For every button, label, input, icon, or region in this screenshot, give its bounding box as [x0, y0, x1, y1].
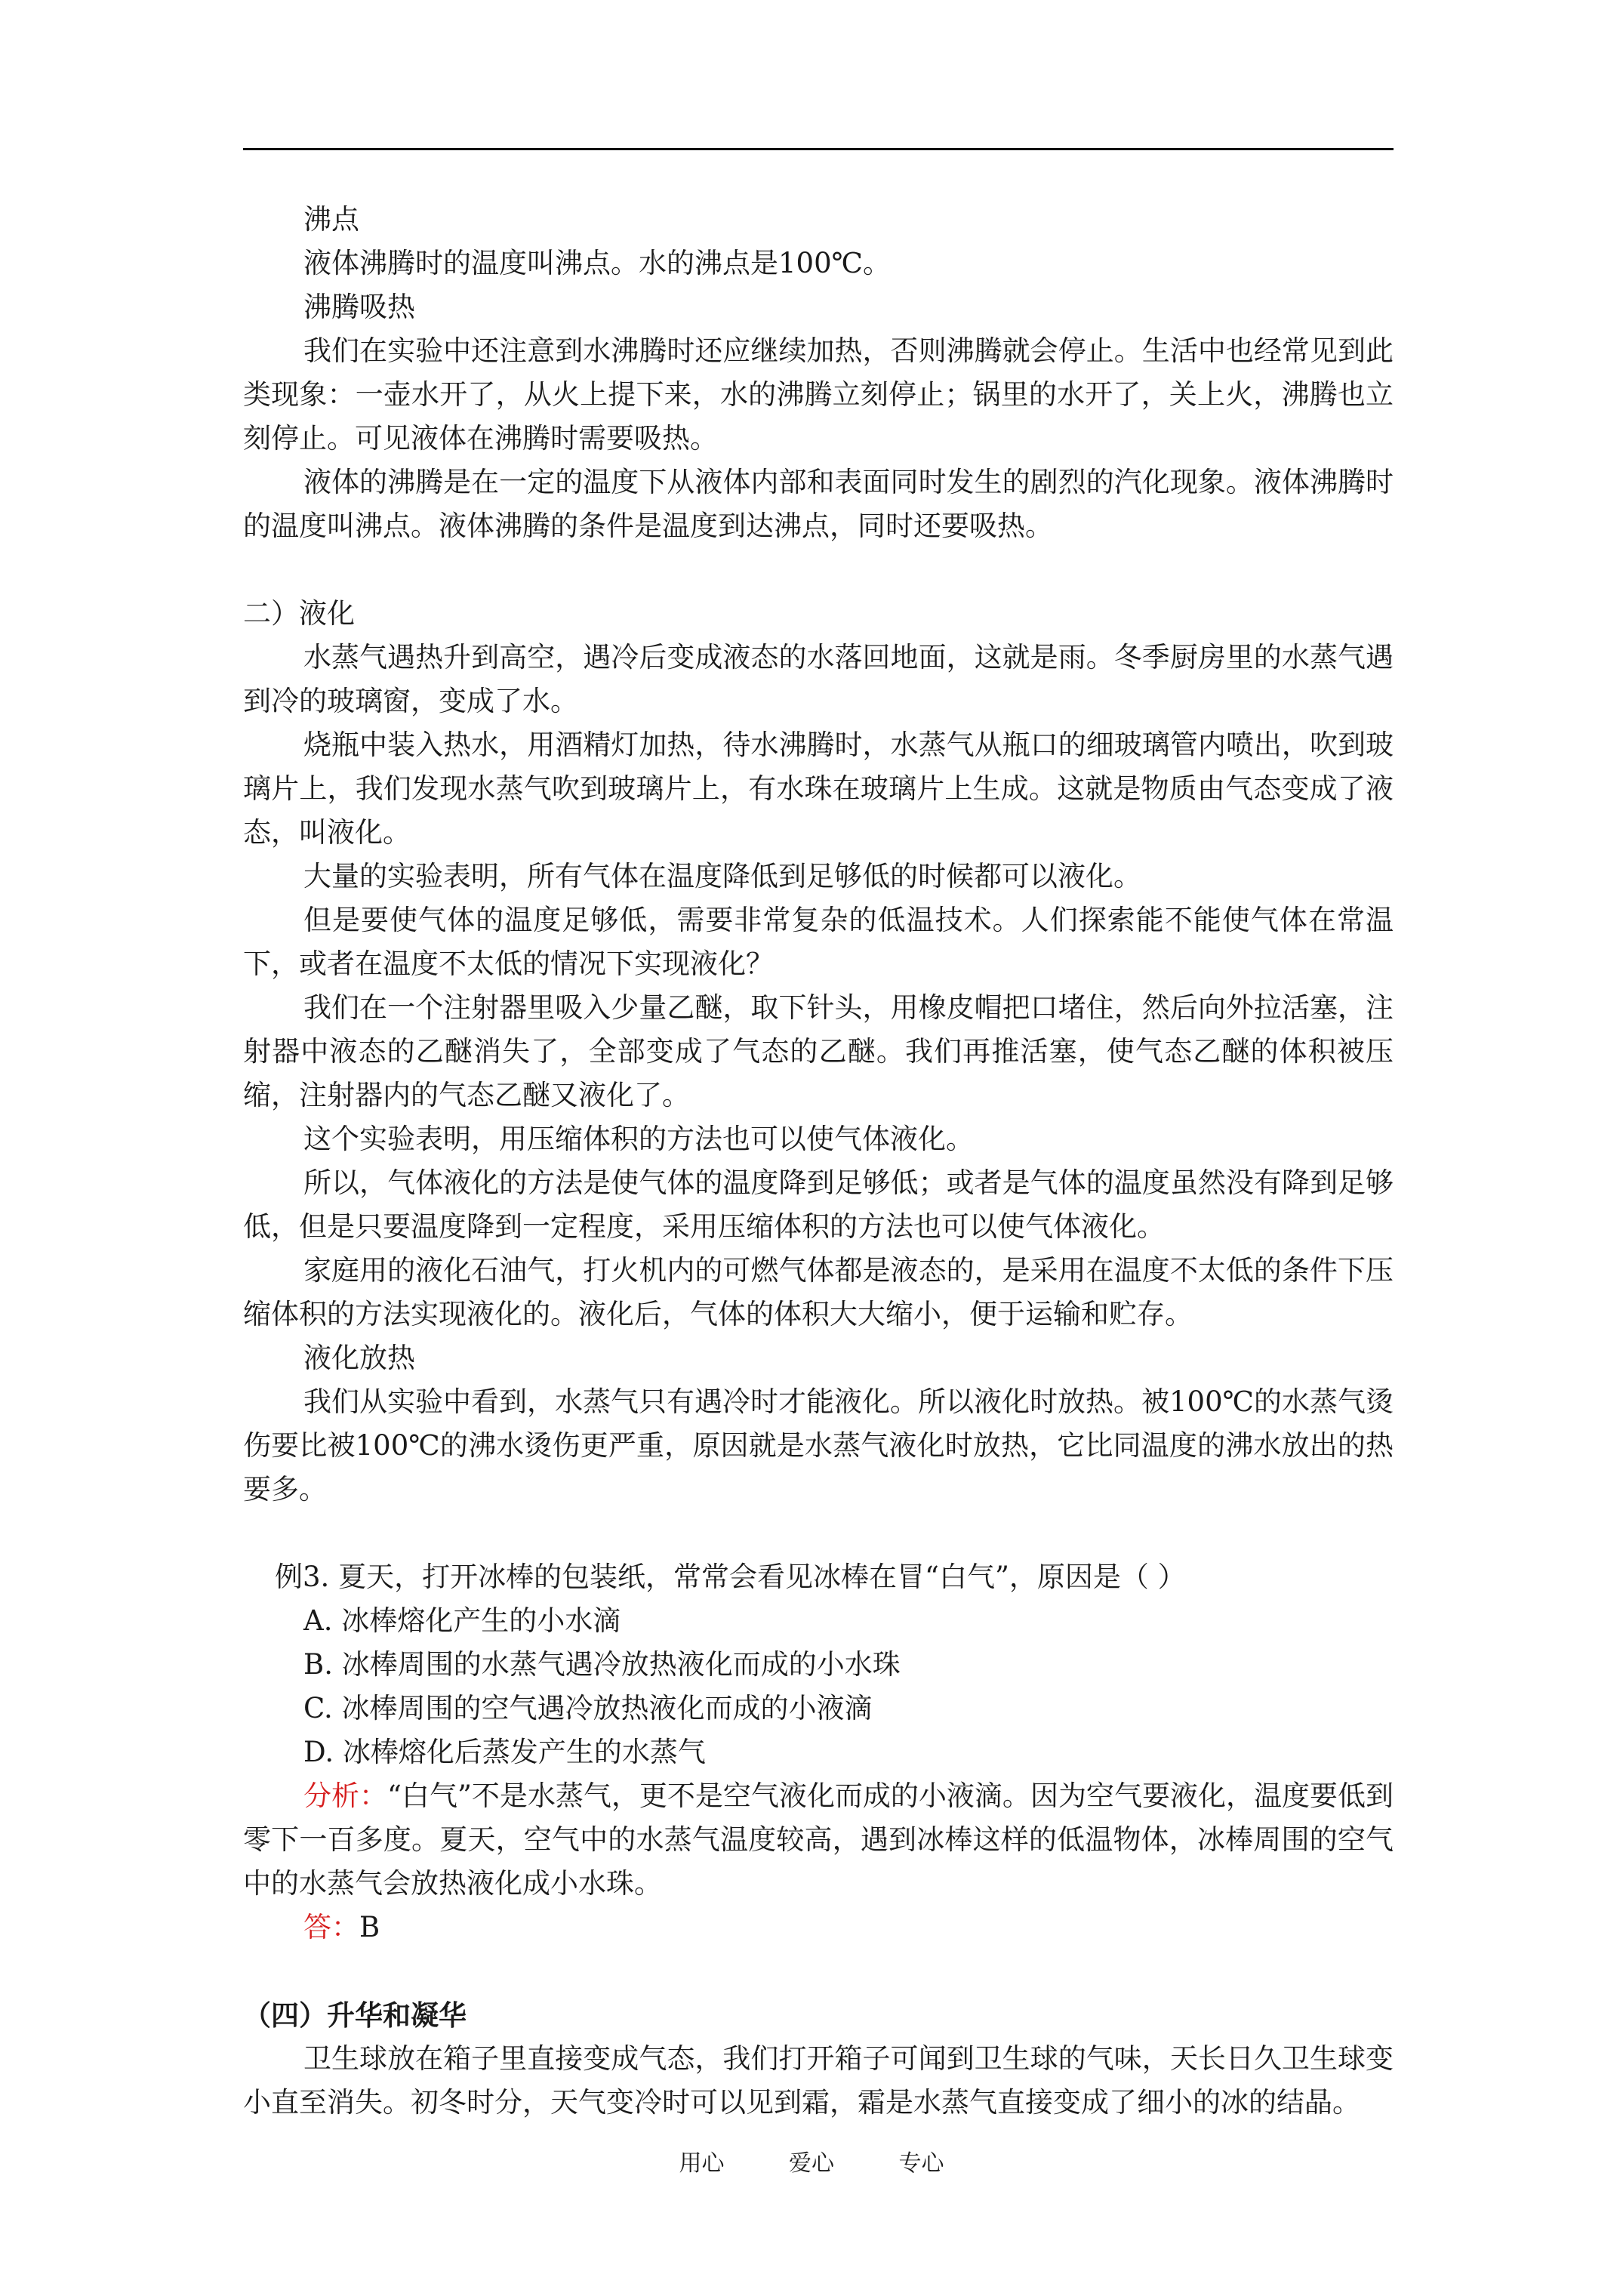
- paragraph: 卫生球放在箱子里直接变成气态，我们打开箱子可闻到卫生球的气味，天长日久卫生球变小直至消失。初冬时分，天气变冷时可以见到霜，霜是水蒸气直接变成了细小的冰的结晶。: [243, 2042, 1394, 2119]
- paragraph: 我们从实验中看到，水蒸气只有遇冷时才能液化。所以液化时放热。被100℃的水蒸气烫伤要比被100℃的沸水烫伤更严重，原因就是水蒸气液化时放热，它比同温度的沸水放出的热要多。: [243, 1385, 1394, 1505]
- example-answer: [243, 1906, 1394, 1949]
- footer-text-3: 专心: [898, 2150, 944, 2177]
- heading-sublimation: （四）升华和凝华: [243, 1999, 467, 2032]
- paragraph: 大量的实验表明，所有气体在温度降低到足够低的时候都可以液化。: [303, 860, 1141, 892]
- footer-text-2: 爱心: [789, 2150, 834, 2177]
- heading-boiling-point: 沸点: [303, 203, 359, 236]
- paragraph: 家庭用的液化石油气，打火机内的可燃气体都是液态的，是采用在温度不太低的条件下压缩体积的方法实现液化的。液化后，气体的体积大大缩小，便于运输和贮存。: [243, 1254, 1394, 1330]
- paragraph: 烧瓶中装入热水，用酒精灯加热，待水沸腾时，水蒸气从瓶口的细玻璃管内喷出，吹到玻璃片上，我们发现水蒸气吹到玻璃片上，有水珠在玻璃片上生成。这就是物质由气态变成了液态，叫液化。: [243, 729, 1394, 849]
- paragraph: 我们在一个注射器里吸入少量乙醚，取下针头，用橡皮帽把口堵住，然后向外拉活塞，注射器中液态的乙醚消失了，全部变成了气态的乙醚。我们再推活塞，使气态乙醚的体积被压缩，注射器内的气态乙醚又液化了。: [243, 991, 1394, 1111]
- paragraph: 水蒸气遇热升到高空，遇冷后变成液态的水落回地面，这就是雨。冬季厨房里的水蒸气遇到冷的玻璃窗，变成了水。: [243, 641, 1394, 717]
- answer-label: 答：: [303, 1911, 359, 1943]
- footer-text-1: 用心: [679, 2150, 725, 2177]
- paragraph: 所以，气体液化的方法是使气体的温度降到足够低；或者是气体的温度虽然没有降到足够低，但是只要温度降到一定程度，采用压缩体积的方法也可以使气体液化。: [243, 1166, 1394, 1243]
- document-body: [243, 198, 1394, 2125]
- page-footer: [0, 2144, 1623, 2177]
- example-analysis: [243, 1774, 1394, 1906]
- analysis-label: 分析：: [303, 1780, 388, 1812]
- header-rule: [243, 148, 1394, 150]
- paragraph: 这个实验表明，用压缩体积的方法也可以使气体液化。: [303, 1123, 974, 1155]
- example-option-d: D. 冰棒熔化后蒸发产生的水蒸气: [303, 1736, 706, 1768]
- paragraph: 液体沸腾时的温度叫沸点。水的沸点是100℃。: [303, 247, 892, 279]
- answer-value: B: [359, 1911, 380, 1943]
- heading-boiling-heat: 沸腾吸热: [303, 291, 415, 323]
- example-option-b: B. 冰棒周围的水蒸气遇冷放热液化而成的小水珠: [303, 1648, 901, 1681]
- example-option-a: A. 冰棒熔化产生的小水滴: [303, 1604, 621, 1637]
- analysis-text: “白气”不是水蒸气，更不是空气液化而成的小液滴。因为空气要液化，温度要低到零下一百多度。夏天，空气中的水蒸气温度较高，遇到冰棒这样的低温物体，冰棒周围的空气中的水蒸气会放热液化成小水珠。: [243, 1780, 1394, 1900]
- example-question: 例3. 夏天，打开冰棒的包装纸，常常会看见冰棒在冒“白气”，原因是（ ）: [275, 1561, 1186, 1593]
- paragraph: 我们在实验中还注意到水沸腾时还应继续加热，否则沸腾就会停止。生活中也经常见到此类现象：一壶水开了，从火上提下来，水的沸腾立刻停止；锅里的水开了，关上火，沸腾也立刻停止。可见液体在沸腾时需要吸热。: [243, 334, 1394, 455]
- paragraph: 但是要使气体的温度足够低，需要非常复杂的低温技术。人们探索能不能使气体在常温下，或者在温度不太低的情况下实现液化？: [243, 904, 1394, 980]
- example-option-c: C. 冰棒周围的空气遇冷放热液化而成的小液滴: [303, 1692, 873, 1724]
- heading-liquefaction-heat: 液化放热: [303, 1342, 415, 1374]
- heading-liquefaction: 二）液化: [243, 597, 355, 630]
- paragraph: 液体的沸腾是在一定的温度下从液体内部和表面同时发生的剧烈的汽化现象。液体沸腾时的温度叫沸点。液体沸腾的条件是温度到达沸点，同时还要吸热。: [243, 466, 1394, 542]
